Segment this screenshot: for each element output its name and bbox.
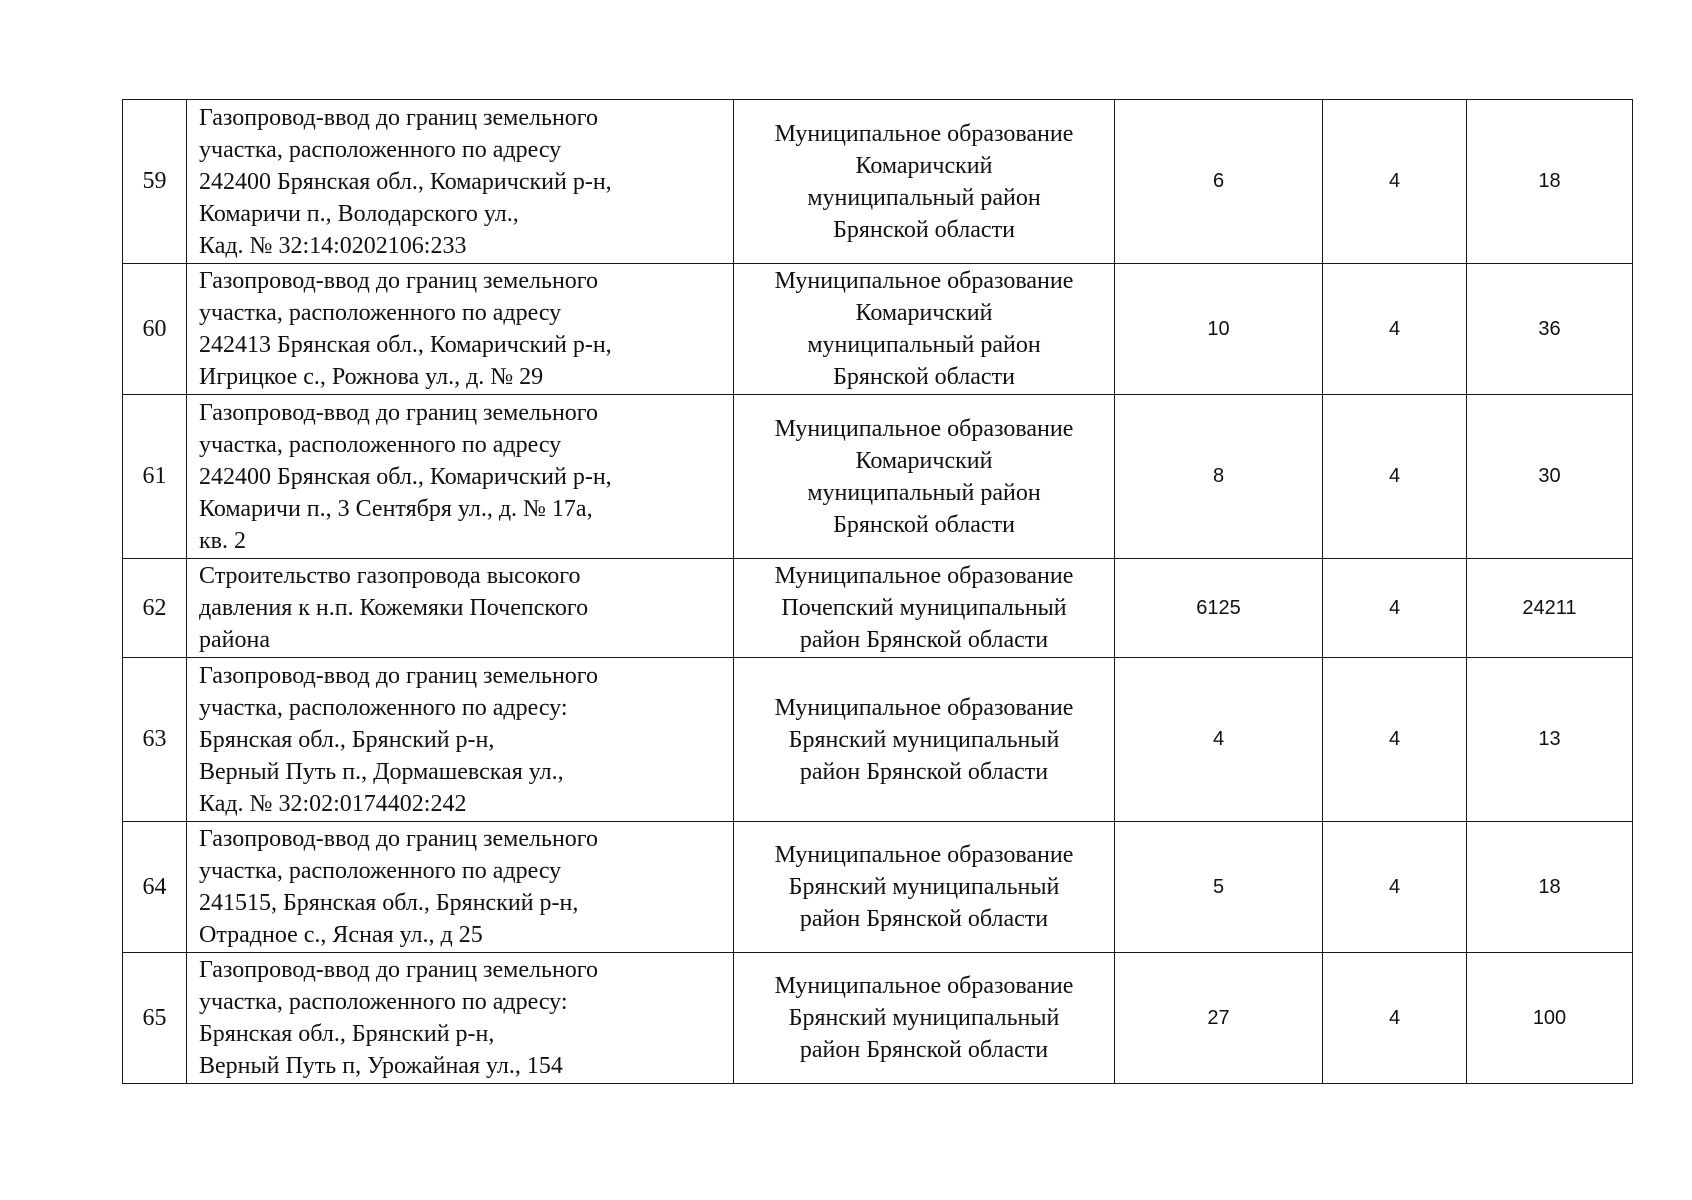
object-name-line: 242400 Брянская обл., Комаричский р-н, — [199, 463, 612, 490]
owner-line: Комаричский — [855, 447, 993, 474]
owner-line: Муниципальное образование — [774, 563, 1074, 589]
category-cell: 4 — [1323, 822, 1467, 953]
object-name-cell — [187, 100, 734, 264]
category-cell: 4 — [1323, 953, 1467, 1084]
object-name-line: Верный Путь п., Дормашевская ул., — [199, 758, 564, 785]
object-name-line: Газопровод-ввод до границ земельного — [199, 826, 599, 852]
gas-pipeline-registry-table — [122, 99, 1633, 1084]
owner-line: Комаричский — [855, 152, 993, 179]
value-cell: 18 — [1467, 100, 1633, 264]
row-number-cell: 59 — [123, 100, 187, 264]
row-number-cell: 62 — [123, 559, 187, 658]
object-name-line: участка, расположенного по адресу — [199, 431, 562, 458]
category-cell: 4 — [1323, 395, 1467, 559]
owner-cell — [734, 100, 1115, 264]
value-cell: 13 — [1467, 658, 1633, 822]
row-number-cell: 60 — [123, 264, 187, 395]
table-row — [123, 953, 1633, 1084]
owner-line: Комаричский — [855, 300, 993, 326]
owner-line: Почепский муниципальный — [781, 595, 1067, 621]
object-name-line: Газопровод-ввод до границ земельного — [199, 662, 599, 689]
owner-line: район Брянской области — [799, 758, 1049, 785]
object-name-line: 242400 Брянская обл., Комаричский р-н, — [199, 168, 612, 195]
table-body — [123, 100, 1633, 1084]
owner-line: район Брянской области — [799, 1037, 1049, 1063]
table-row — [123, 100, 1633, 264]
object-name-line: Строительство газопровода высокого — [199, 563, 581, 589]
object-name-line: Комаричи п., Володарского ул., — [199, 200, 519, 227]
object-name-cell — [187, 559, 734, 658]
owner-line: Муниципальное образование — [774, 842, 1074, 868]
owner-line: Муниципальное образование — [774, 120, 1074, 147]
value-cell: 24211 — [1467, 559, 1633, 658]
object-name-line: Комаричи п., 3 Сентября ул., д. № 17а, — [199, 495, 593, 522]
owner-line: муниципальный район — [807, 184, 1041, 211]
length-cell: 27 — [1115, 953, 1323, 1084]
length-cell: 4 — [1115, 658, 1323, 822]
owner-cell — [734, 264, 1115, 395]
owner-cell — [734, 822, 1115, 953]
category-cell: 4 — [1323, 559, 1467, 658]
object-name-line: участка, расположенного по адресу — [199, 858, 562, 884]
object-name-cell — [187, 658, 734, 822]
table-row — [123, 264, 1633, 395]
object-name-line: участка, расположенного по адресу — [199, 136, 562, 163]
owner-line: Муниципальное образование — [774, 694, 1074, 721]
owner-line: Брянский муниципальный — [788, 1005, 1060, 1031]
owner-line: район Брянской области — [799, 627, 1049, 653]
length-cell: 6 — [1115, 100, 1323, 264]
object-name-cell — [187, 822, 734, 953]
row-number-cell: 64 — [123, 822, 187, 953]
table-row — [123, 395, 1633, 559]
value-cell: 36 — [1467, 264, 1633, 395]
value-cell: 30 — [1467, 395, 1633, 559]
value-cell: 100 — [1467, 953, 1633, 1084]
object-name-line: Газопровод-ввод до границ земельного — [199, 268, 599, 294]
object-name-line: участка, расположенного по адресу: — [199, 989, 568, 1015]
owner-line: Брянской области — [833, 511, 1015, 538]
owner-line: Брянской области — [833, 364, 1015, 390]
owner-line: муниципальный район — [807, 479, 1041, 506]
object-name-line: кв. 2 — [199, 527, 246, 554]
object-name-line: Газопровод-ввод до границ земельного — [199, 104, 599, 131]
object-name-line: 241515, Брянская обл., Брянский р-н, — [199, 890, 579, 916]
category-cell: 4 — [1323, 264, 1467, 395]
owner-line: Брянский муниципальный — [788, 874, 1060, 900]
object-name-line: участка, расположенного по адресу — [199, 300, 562, 326]
owner-line: район Брянской области — [799, 906, 1049, 932]
category-cell: 4 — [1323, 658, 1467, 822]
object-name-line: Брянская обл., Брянский р-н, — [199, 1021, 495, 1047]
table-row — [123, 822, 1633, 953]
owner-line: Брянской области — [833, 216, 1015, 243]
length-cell: 5 — [1115, 822, 1323, 953]
table-row — [123, 559, 1633, 658]
object-name-line: Отрадное с., Ясная ул., д 25 — [199, 922, 483, 948]
owner-line: Муниципальное образование — [774, 973, 1074, 999]
length-cell: 10 — [1115, 264, 1323, 395]
object-name-line: 242413 Брянская обл., Комаричский р-н, — [199, 332, 612, 358]
object-name-line: района — [199, 627, 270, 653]
length-cell: 8 — [1115, 395, 1323, 559]
row-number-cell: 63 — [123, 658, 187, 822]
owner-line: Муниципальное образование — [774, 268, 1074, 294]
object-name-line: Газопровод-ввод до границ земельного — [199, 957, 599, 983]
object-name-line: Верный Путь п, Урожайная ул., 154 — [199, 1053, 563, 1079]
category-cell: 4 — [1323, 100, 1467, 264]
owner-cell — [734, 658, 1115, 822]
owner-line: Брянский муниципальный — [788, 726, 1060, 753]
owner-cell — [734, 953, 1115, 1084]
owner-cell — [734, 559, 1115, 658]
object-name-line: Игрицкое с., Рожнова ул., д. № 29 — [199, 364, 544, 390]
object-name-line: участка, расположенного по адресу: — [199, 694, 568, 721]
object-name-cell — [187, 395, 734, 559]
length-cell: 6125 — [1115, 559, 1323, 658]
value-cell: 18 — [1467, 822, 1633, 953]
owner-cell — [734, 395, 1115, 559]
object-name-cell — [187, 953, 734, 1084]
owner-line: Муниципальное образование — [774, 415, 1074, 442]
table-row — [123, 658, 1633, 822]
object-name-line: давления к н.п. Кожемяки Почепского — [199, 595, 589, 621]
object-name-cell — [187, 264, 734, 395]
row-number-cell: 65 — [123, 953, 187, 1084]
object-name-line: Газопровод-ввод до границ земельного — [199, 399, 599, 426]
object-name-line: Кад. № 32:02:0174402:242 — [199, 790, 467, 817]
owner-line: муниципальный район — [807, 332, 1041, 358]
row-number-cell: 61 — [123, 395, 187, 559]
object-name-line: Кад. № 32:14:0202106:233 — [199, 232, 467, 259]
object-name-line: Брянская обл., Брянский р-н, — [199, 726, 495, 753]
